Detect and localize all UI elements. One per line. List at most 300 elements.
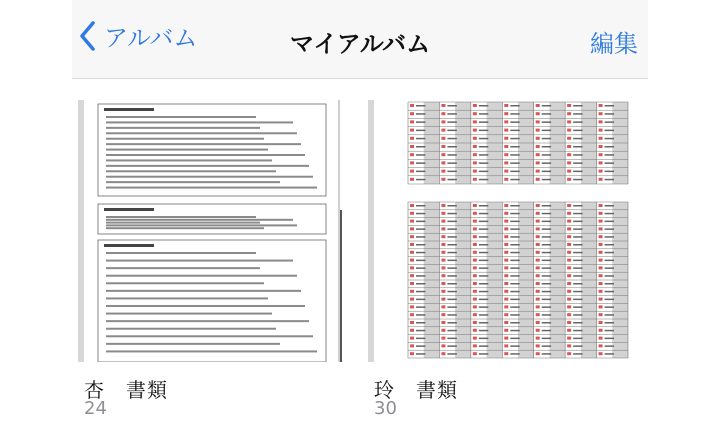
- cell-text: [447, 130, 456, 132]
- date-mark: [441, 266, 445, 269]
- date-mark: [441, 259, 445, 262]
- cell-text: [416, 267, 425, 269]
- date-mark: [410, 266, 414, 269]
- date-mark: [536, 298, 540, 301]
- date-mark: [536, 235, 540, 238]
- cell-text: [479, 205, 488, 207]
- cell-text: [510, 345, 519, 347]
- edit-button[interactable]: 編集: [590, 30, 638, 58]
- cell-text: [510, 221, 519, 223]
- date-mark: [441, 178, 445, 181]
- date-mark: [504, 298, 508, 301]
- section-heading-line: [104, 208, 154, 211]
- date-mark: [441, 153, 445, 156]
- date-mark: [536, 282, 540, 285]
- date-mark: [504, 282, 508, 285]
- page-title: マイアルバム: [289, 30, 431, 58]
- cell-text: [573, 130, 582, 132]
- cell-text: [510, 130, 519, 132]
- text-line: [106, 305, 305, 307]
- cell-text: [573, 121, 582, 123]
- date-mark: [473, 352, 477, 355]
- date-mark: [599, 120, 603, 123]
- date-mark: [536, 104, 540, 107]
- cell-text: [605, 179, 614, 181]
- cell-text: [573, 171, 582, 173]
- date-mark: [473, 298, 477, 301]
- cell-text: [542, 330, 551, 332]
- date-mark: [599, 153, 603, 156]
- date-mark: [567, 153, 571, 156]
- date-mark: [536, 337, 540, 340]
- cell-text: [447, 236, 456, 238]
- date-mark: [536, 204, 540, 207]
- date-mark: [473, 220, 477, 223]
- cell-text: [447, 260, 456, 262]
- date-mark: [504, 145, 508, 148]
- cell-text: [416, 228, 425, 230]
- date-mark: [567, 220, 571, 223]
- cell-text: [416, 205, 425, 207]
- date-mark: [410, 321, 414, 324]
- date-mark: [599, 282, 603, 285]
- cell-text: [447, 322, 456, 324]
- date-mark: [441, 227, 445, 230]
- cell-text: [479, 162, 488, 164]
- cell-text: [447, 121, 456, 123]
- cell-text: [573, 306, 582, 308]
- date-mark: [410, 259, 414, 262]
- cell-text: [573, 291, 582, 293]
- date-mark: [410, 129, 414, 132]
- cell-text: [542, 353, 551, 355]
- date-mark: [504, 313, 508, 316]
- date-mark: [473, 243, 477, 246]
- cell-text: [447, 345, 456, 347]
- date-mark: [473, 104, 477, 107]
- text-line: [106, 216, 256, 218]
- date-mark: [473, 153, 477, 156]
- date-mark: [473, 145, 477, 148]
- cell-text: [605, 260, 614, 262]
- cell-text: [605, 146, 614, 148]
- date-mark: [504, 227, 508, 230]
- date-mark: [441, 204, 445, 207]
- cell-text: [479, 228, 488, 230]
- date-mark: [441, 104, 445, 107]
- text-line: [106, 260, 293, 262]
- cell-text: [447, 213, 456, 215]
- date-mark: [504, 153, 508, 156]
- cell-text: [447, 267, 456, 269]
- cell-text: [573, 205, 582, 207]
- album-count: 24: [84, 398, 107, 419]
- date-mark: [567, 145, 571, 148]
- date-mark: [504, 137, 508, 140]
- album-stack-edge: [78, 100, 84, 362]
- text-line: [106, 170, 276, 172]
- date-mark: [599, 161, 603, 164]
- cell-text: [447, 306, 456, 308]
- cell-text: [605, 205, 614, 207]
- date-mark: [536, 129, 540, 132]
- cell-text: [605, 221, 614, 223]
- cell-text: [479, 113, 488, 115]
- cell-text: [510, 121, 519, 123]
- date-mark: [504, 243, 508, 246]
- cell-text: [510, 113, 519, 115]
- text-line: [106, 159, 272, 161]
- cell-text: [605, 252, 614, 254]
- cell-text: [510, 213, 519, 215]
- text-line: [106, 149, 268, 151]
- date-mark: [599, 298, 603, 301]
- date-mark: [599, 329, 603, 332]
- date-mark: [441, 305, 445, 308]
- cell-text: [416, 283, 425, 285]
- date-mark: [473, 282, 477, 285]
- cell-text: [447, 179, 456, 181]
- cell-text: [605, 138, 614, 140]
- cell-text: [479, 105, 488, 107]
- cell-text: [542, 291, 551, 293]
- text-line: [106, 176, 313, 178]
- cell-text: [479, 130, 488, 132]
- text-line: [106, 313, 272, 315]
- cell-text: [573, 138, 582, 140]
- date-mark: [441, 243, 445, 246]
- cell-text: [479, 213, 488, 215]
- app-frame: [72, 0, 648, 428]
- date-mark: [599, 259, 603, 262]
- date-mark: [410, 137, 414, 140]
- cell-text: [605, 314, 614, 316]
- date-mark: [441, 251, 445, 254]
- cell-text: [416, 154, 425, 156]
- date-mark: [567, 137, 571, 140]
- cell-text: [416, 314, 425, 316]
- cell-text: [447, 146, 456, 148]
- cell-text: [510, 146, 519, 148]
- date-mark: [567, 298, 571, 301]
- cell-text: [416, 121, 425, 123]
- date-mark: [473, 266, 477, 269]
- date-mark: [410, 298, 414, 301]
- date-mark: [536, 266, 540, 269]
- cell-text: [573, 275, 582, 277]
- date-mark: [473, 329, 477, 332]
- navigation-bar: [72, 0, 648, 79]
- cell-text: [510, 244, 519, 246]
- cell-text: [573, 221, 582, 223]
- date-mark: [599, 178, 603, 181]
- date-mark: [567, 274, 571, 277]
- cell-text: [416, 322, 425, 324]
- cell-text: [542, 236, 551, 238]
- cell-text: [447, 228, 456, 230]
- cell-text: [542, 228, 551, 230]
- date-mark: [599, 129, 603, 132]
- text-line: [106, 127, 260, 129]
- text-line: [106, 343, 280, 345]
- text-document-image: [88, 100, 344, 362]
- cell-text: [479, 338, 488, 340]
- date-mark: [536, 321, 540, 324]
- cell-text: [510, 330, 519, 332]
- cell-text: [479, 236, 488, 238]
- date-mark: [504, 329, 508, 332]
- date-mark: [441, 137, 445, 140]
- cell-text: [573, 353, 582, 355]
- date-mark: [473, 204, 477, 207]
- text-line: [106, 275, 297, 277]
- cell-text: [605, 345, 614, 347]
- cell-text: [542, 267, 551, 269]
- cell-text: [605, 275, 614, 277]
- cell-text: [542, 299, 551, 301]
- cell-text: [573, 213, 582, 215]
- date-mark: [441, 274, 445, 277]
- cell-text: [573, 113, 582, 115]
- date-mark: [567, 290, 571, 293]
- cell-text: [416, 345, 425, 347]
- cell-text: [542, 338, 551, 340]
- date-mark: [599, 321, 603, 324]
- date-mark: [473, 161, 477, 164]
- date-mark: [536, 153, 540, 156]
- cell-text: [479, 283, 488, 285]
- date-mark: [599, 274, 603, 277]
- cell-text: [573, 162, 582, 164]
- cell-text: [416, 171, 425, 173]
- cell-text: [447, 291, 456, 293]
- text-line: [106, 154, 305, 156]
- cell-text: [573, 314, 582, 316]
- date-mark: [473, 337, 477, 340]
- date-mark: [504, 161, 508, 164]
- cell-text: [416, 138, 425, 140]
- date-mark: [504, 112, 508, 115]
- date-mark: [567, 321, 571, 324]
- cell-text: [542, 205, 551, 207]
- date-mark: [441, 161, 445, 164]
- cell-text: [479, 275, 488, 277]
- cell-text: [447, 244, 456, 246]
- cell-text: [416, 213, 425, 215]
- date-mark: [504, 220, 508, 223]
- text-line: [106, 320, 309, 322]
- text-line: [106, 181, 280, 183]
- cell-text: [605, 121, 614, 123]
- cell-text: [573, 236, 582, 238]
- cell-text: [510, 322, 519, 324]
- date-mark: [536, 112, 540, 115]
- cell-text: [447, 162, 456, 164]
- album-stack-edge: [368, 100, 374, 362]
- cell-text: [447, 205, 456, 207]
- date-mark: [567, 259, 571, 262]
- date-mark: [567, 251, 571, 254]
- cell-text: [510, 205, 519, 207]
- date-mark: [504, 274, 508, 277]
- cell-text: [416, 338, 425, 340]
- cell-text: [573, 179, 582, 181]
- date-mark: [567, 337, 571, 340]
- date-mark: [473, 129, 477, 132]
- cell-text: [605, 162, 614, 164]
- date-mark: [536, 274, 540, 277]
- date-mark: [473, 137, 477, 140]
- cell-text: [447, 154, 456, 156]
- cell-text: [542, 213, 551, 215]
- date-mark: [567, 120, 571, 123]
- cell-text: [542, 154, 551, 156]
- text-line: [106, 227, 264, 229]
- date-mark: [536, 161, 540, 164]
- album-thumbnail[interactable]: [88, 100, 344, 362]
- date-mark: [441, 282, 445, 285]
- date-mark: [536, 329, 540, 332]
- date-mark: [410, 178, 414, 181]
- cell-text: [416, 306, 425, 308]
- date-mark: [410, 243, 414, 246]
- date-mark: [504, 104, 508, 107]
- cell-text: [573, 105, 582, 107]
- date-mark: [536, 137, 540, 140]
- cell-text: [479, 306, 488, 308]
- date-mark: [410, 329, 414, 332]
- album-thumbnail[interactable]: [378, 100, 634, 362]
- cell-text: [542, 314, 551, 316]
- date-mark: [536, 178, 540, 181]
- date-mark: [599, 305, 603, 308]
- date-mark: [410, 251, 414, 254]
- cell-text: [573, 260, 582, 262]
- date-mark: [410, 145, 414, 148]
- cell-text: [573, 244, 582, 246]
- cell-text: [447, 171, 456, 173]
- text-line: [106, 219, 293, 221]
- cell-text: [510, 138, 519, 140]
- date-mark: [441, 129, 445, 132]
- cell-text: [447, 283, 456, 285]
- date-mark: [504, 352, 508, 355]
- cell-text: [479, 314, 488, 316]
- cell-text: [605, 306, 614, 308]
- cell-text: [510, 275, 519, 277]
- date-mark: [599, 266, 603, 269]
- cell-text: [542, 306, 551, 308]
- cell-text: [447, 252, 456, 254]
- date-mark: [473, 235, 477, 238]
- section-heading-line: [104, 108, 154, 111]
- text-line: [106, 165, 309, 167]
- album-title: 玲 書類: [374, 378, 458, 402]
- date-mark: [536, 145, 540, 148]
- cell-text: [510, 314, 519, 316]
- cell-text: [605, 130, 614, 132]
- cell-text: [573, 283, 582, 285]
- date-mark: [567, 212, 571, 215]
- cell-text: [479, 146, 488, 148]
- cell-text: [510, 267, 519, 269]
- cell-text: [542, 260, 551, 262]
- date-mark: [567, 161, 571, 164]
- cell-text: [479, 299, 488, 301]
- cell-text: [479, 244, 488, 246]
- date-mark: [504, 266, 508, 269]
- date-mark: [599, 251, 603, 254]
- cell-text: [573, 322, 582, 324]
- date-mark: [536, 227, 540, 230]
- cell-text: [542, 146, 551, 148]
- text-line: [106, 222, 260, 224]
- date-mark: [567, 329, 571, 332]
- date-mark: [441, 313, 445, 316]
- date-mark: [410, 104, 414, 107]
- date-mark: [441, 120, 445, 123]
- cell-text: [605, 171, 614, 173]
- date-mark: [410, 227, 414, 230]
- date-mark: [441, 329, 445, 332]
- cell-text: [605, 267, 614, 269]
- cell-text: [605, 283, 614, 285]
- cell-text: [573, 299, 582, 301]
- cell-text: [605, 291, 614, 293]
- cell-text: [447, 330, 456, 332]
- cell-text: [605, 338, 614, 340]
- date-mark: [599, 352, 603, 355]
- cell-text: [510, 260, 519, 262]
- cell-text: [416, 291, 425, 293]
- date-mark: [504, 251, 508, 254]
- cell-text: [479, 138, 488, 140]
- text-line: [106, 187, 317, 189]
- cell-text: [510, 299, 519, 301]
- date-mark: [536, 251, 540, 254]
- cell-text: [605, 244, 614, 246]
- cell-text: [416, 275, 425, 277]
- cell-text: [416, 179, 425, 181]
- cell-text: [479, 171, 488, 173]
- album-title: 杏 書類: [84, 378, 168, 402]
- date-mark: [441, 290, 445, 293]
- date-mark: [536, 313, 540, 316]
- cell-text: [510, 162, 519, 164]
- cell-text: [416, 113, 425, 115]
- date-mark: [441, 352, 445, 355]
- cell-text: [573, 252, 582, 254]
- cell-text: [510, 171, 519, 173]
- cell-text: [447, 353, 456, 355]
- date-mark: [410, 344, 414, 347]
- date-mark: [441, 344, 445, 347]
- date-mark: [410, 120, 414, 123]
- date-mark: [410, 282, 414, 285]
- cell-text: [416, 130, 425, 132]
- date-mark: [504, 204, 508, 207]
- date-mark: [536, 120, 540, 123]
- date-mark: [567, 282, 571, 285]
- date-mark: [441, 337, 445, 340]
- date-mark: [567, 352, 571, 355]
- date-mark: [599, 313, 603, 316]
- date-mark: [599, 337, 603, 340]
- date-mark: [504, 170, 508, 173]
- date-mark: [473, 274, 477, 277]
- date-mark: [473, 305, 477, 308]
- cell-text: [573, 330, 582, 332]
